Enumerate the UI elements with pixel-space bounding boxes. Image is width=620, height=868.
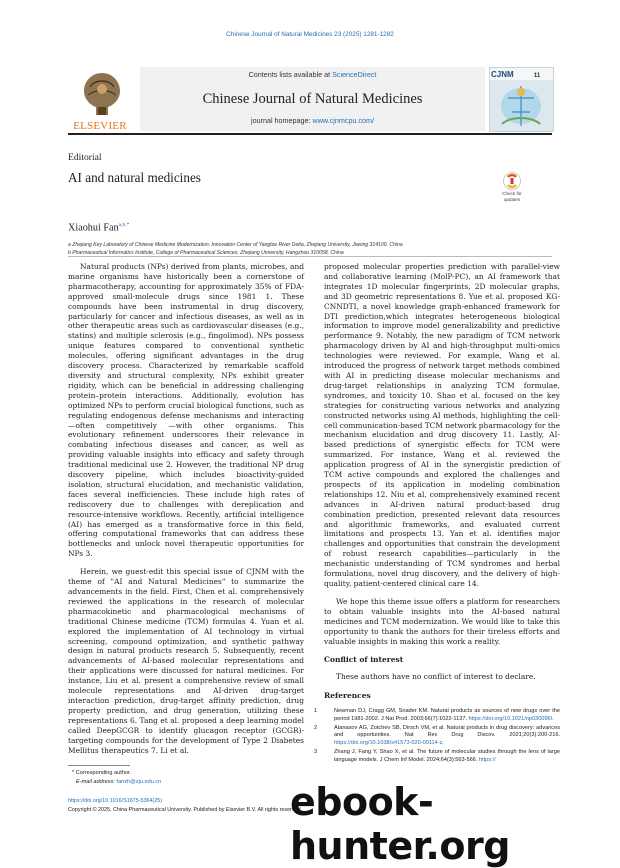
footer-bottom	[68, 797, 302, 814]
affiliation-a: a Zhejiang Key Laboratory of Chinese Medicine Modernization, Innovation Center of Yangtze River Delta, Zhejiang University, Jiaxing 314100, China	[68, 242, 403, 248]
journal-title: Chinese Journal of Natural Medicines	[202, 91, 423, 107]
reference-item	[314, 724, 560, 747]
cover-title-text: CJNM	[491, 70, 514, 79]
body-column-right	[314, 262, 560, 766]
footnote-divider	[68, 765, 130, 766]
section-label: Editorial	[68, 152, 102, 163]
contents-prefix: Contents lists available at	[248, 70, 333, 79]
doi-link[interactable]: https://doi.org/10.1016/S1875-5364(25)	[68, 798, 163, 804]
reference-number: 2	[314, 724, 318, 731]
running-head: Chinese Journal of Natural Medicines 23 (2025) 1281-1282	[226, 31, 394, 38]
paragraph-intro: Natural products (NPs) derived from plants, microbes, and marine organisms have historically been a cornerstone of pharmacotherapy, accounting for approximately 35% of FDA-approved small-molecule drugs since 1981 1. These compounds have been instrumental in drug discovery, particularly for cancer and infectious diseases, as well as in other therapeutic areas such as cardiovascular diseases (e.g., statins) and multiple sclerosis (e.g., fingolimod). NPs possess unique features compared to conventional synthetic molecules, offering significant advantages in the drug discovery process. Characterized by remarkable scaffold diversity and structural complexity, NPs exhibit greater rigidity, which can be beneficial in addressing challenging protein–protein interactions. Additionally, evolution has optimized NPs to perform crucial biological functions, such as regulating endogenous defense mechanisms and interacting —often competitively —with other organisms. This evolutionary refinement underscores their relevance in combating infectious diseases and cancer, as well as providing valuable insights into efficacy and safety through traditional medicinal use 2. However, the traditional NP drug discovery pipeline, which includes bioactivity-guided isolation, structural elucidation, and mechanistic validation, faces several inefficiencies. These include high rates of rediscovery due to challenges with dereplication and resource-intensive workflows. Recently, artificial intelligence (AI) has emerged as a transformative force in this field, offering computational frameworks that can address these bottlenecks and unlock novel therapeutic opportunities for NPs 3.	[68, 262, 304, 559]
cover-title	[491, 70, 540, 79]
reference-text: Zhang J, Fang Y, Shao X, et al. The future of molecular studies through the lens of large language models. J Chem Inf Model. 2024;64(3):563-566.	[334, 749, 560, 763]
reference-text: Newman DJ, Cragg GM, Snader KM. Natural products as sources of new drugs over the period 1981-2002. J Nat Prod. 2003;66(7):1022-1137.	[334, 708, 560, 722]
paragraph-closing: We hope this theme issue offers a platform for researchers to obtain valuable insights into the AI-based natural medicines and TCM modernization. We would like to take this opportunity to thank the authors for their tireless efforts and valuable insights in making this work a reality.	[324, 596, 560, 646]
paragraph-special-issue: Herein, we guest-edit this special issue of CJNM with the theme of "AI and Natural Medicines" to summarize the advancements in the field. First, Chen et al. comprehensively reviewed the applications in the research of molecular pharmacokinetic and pharmacological mechanisms of traditional Chinese medicine (TCM) formulas 4. Yuan et al. explored the implementation of AI technology in virtual screening, compound optimization, and synthetic pathway design in natural products research 5. Subsequently, recent advancements of AI-based molecular representations and their applications were discussed for natural medicines. For instance, Liu et al. present a comprehensive review of small molecule representations and AI-driven drug-target interaction prediction, drug-target affinity prediction, drug property prediction, and drug generation, utilizing these representations 6. Tang et al. proposed a deep learning model called DeepGCGR to identify glucagon receptor (GCGR)-targeting compounds for the development of Type 2 Diabetes Mellitus therapeutics 7. Li et al.	[68, 567, 304, 755]
watermark-text: ebook-hunter.org	[290, 780, 510, 868]
body-column-left	[68, 262, 304, 755]
reference-number: 1	[314, 708, 318, 715]
reference-text: Atanasov AG, Zotchev SB, Dirsch VM, et al. Natural products in drug discovery: advances and opportunities. Nat Rev Drug Discov. 2021;20(3):200-216.	[334, 724, 560, 739]
affiliation-divider	[68, 256, 552, 257]
homepage-prefix: journal homepage:	[250, 116, 313, 125]
author-affiliation-marks[interactable]: a,b,*	[118, 222, 130, 228]
paragraph-continued: proposed molecular properties prediction with parallel-view and collaborative learning (MolP-PC), an AI framework that integrates 1D molecular fingerprints, 2D molecular graphs, and 3D geometric representations 8. Yue et al. proposed KG-CNNDTI, a novel knowledge graph-enhanced framework for DTI prediction,which integrates heterogeneous biological information to improve model generalizability and predictive performance 9. Notably, the new paradigm of TCM network pharmacology driven by AI and high-throughput multi-omics technologies were reviewed. For example, Wang et al. introduced the progress of network target methods combined with AI in predicting disease molecular mechanisms and drug-target relationships in analyzing TCM formulae, syndromes, and toxicity 10. Shao et al. focused on the key strategies for constructing various networks and analyzing constructed networks using AI methods, highlighting the cell-cell communication-based TCM network pharmacology for the mechanism elucidation and drug discovery 11. Lastly, AI-based predictions of synergistic effects for TCM were summarized. For instance, Wang et al. reviewed the application progress of AI in the synergistic prediction of TCM active compounds and explored the challenges and prospects of its application in modeling combination relationships 12. Niu et al. comprehensively examined recent advances in AI-driven natural product-based drug combination prediction, presented relevant data resources and algorithmic frameworks, and evaluated current limitations and prospects 13. Yan et al. identifies major challenges and opportunities that constrain the development of robust research capabilities—particularly in the mechanistic understanding of TCM syndromes and herbal formulations, novel drug discovery, and the delivery of high-quality, patient-centered clinical care 14.	[324, 262, 560, 588]
reference-doi-link[interactable]: https://	[478, 756, 496, 763]
homepage-link[interactable]: www.cjnmcpu.com/	[312, 116, 375, 125]
affiliation-b: b Pharmaceutical Informatics Institute, College of Pharmaceutical Sciences, Zhejiang University, Hangzhou 310058, China	[68, 250, 344, 256]
reference-number: 3	[314, 749, 318, 756]
reference-item	[314, 708, 560, 723]
corresponding-footnote	[68, 769, 161, 786]
author-name[interactable]: Xiaohui Fan	[68, 222, 119, 234]
reference-doi-link[interactable]: https://doi.org/10.1021/np030096l.	[468, 715, 554, 722]
publisher-logo-text: ELSEVIER	[73, 120, 127, 132]
check-for-updates-label: Check for updates	[502, 191, 522, 202]
conflict-text: These authors have no conflict of interest to declare.	[336, 672, 536, 682]
header-divider	[68, 133, 552, 135]
email-link[interactable]: fanxh@zju.edu.cn	[116, 778, 162, 785]
references-list	[314, 708, 560, 764]
contents-line	[140, 70, 485, 79]
reference-doi-link[interactable]: https://doi.org/10.1038/s41573-020-00114-z.	[334, 739, 444, 746]
corresponding-label: * Corresponding author.	[72, 770, 132, 776]
reference-item	[314, 749, 560, 764]
references-heading: References	[324, 691, 371, 701]
homepage-line	[140, 116, 485, 125]
article-title: AI and natural medicines	[68, 170, 201, 185]
conflict-heading: Conflict of interest	[324, 655, 404, 665]
copyright-text: Copyright © 2025, China Pharmaceutical University. Published by Elsevier B.V. All rights reserved.	[68, 806, 303, 813]
email-label: E-mail address:	[76, 778, 117, 785]
author-line	[68, 222, 129, 233]
sciencedirect-link[interactable]: ScienceDirect	[332, 70, 377, 79]
cover-issue: 11	[533, 73, 541, 79]
